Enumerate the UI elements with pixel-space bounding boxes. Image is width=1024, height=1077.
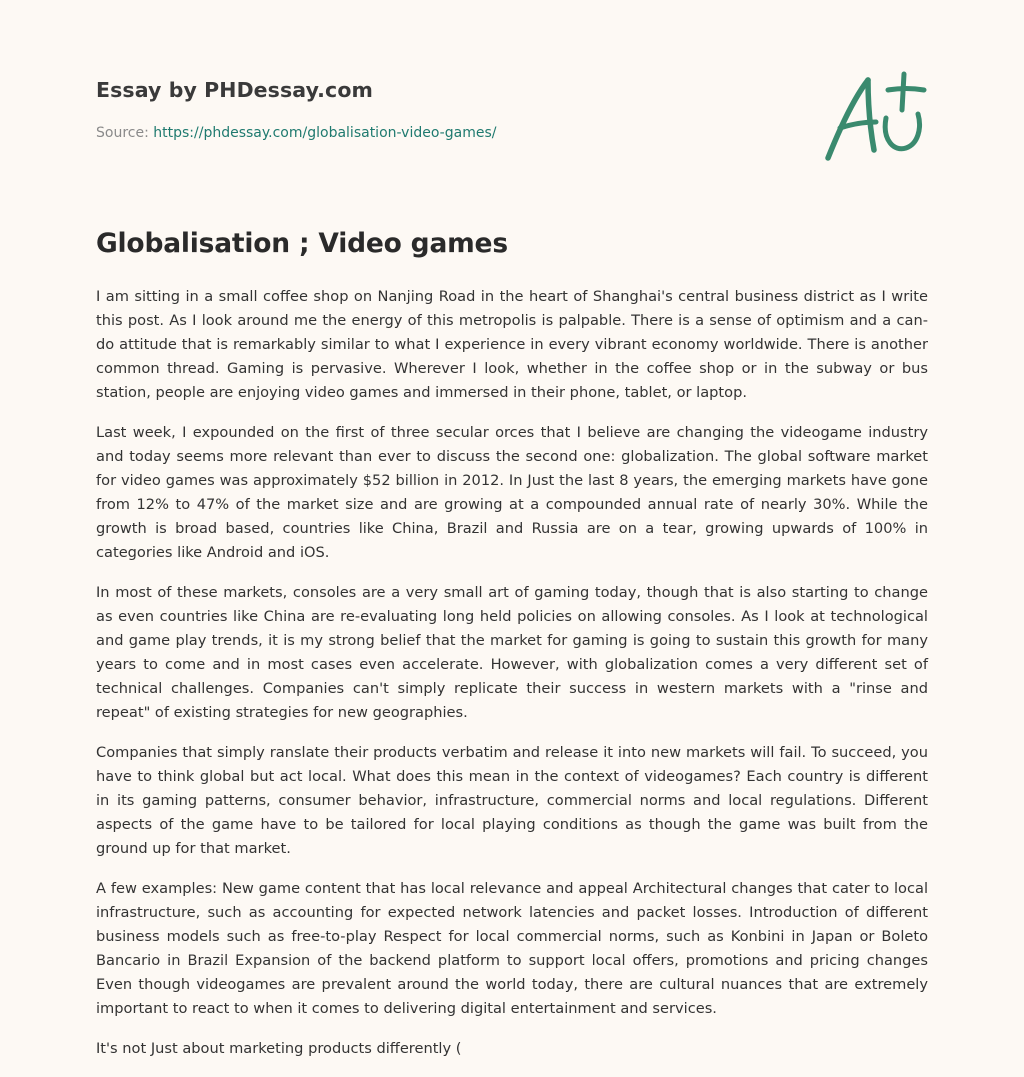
paragraph: A few examples: New game content that has local relevance and appeal Architectural changes that cater to local infrastructure, such as accounting for expected network latencies and packet losses. Introduction of different business models such as free-to-play Respect for local commercial norms, such as Konbini in Japan or Boleto Bancario in Brazil Expansion of the backend platform to support local offers, promotions and pricing changes Even though videogames are prevalent around the world today, there are cultural nuances that are extremely important to react to when it comes to delivering digital entertainment and services. bbox=[96, 880, 928, 1017]
paragraph: Last week, I expounded on the first of three secular orces that I believe are changing the videogame industry and today seems more relevant than ever to discuss the second one: globalization. The global software market for video games was approximately $52 billion in 2012. In Just the last 8 years, the emerging markets have gone from 12% to 47% of the market size and are growing at a compounded annual rate of nearly 30%. While the growth is broad based, countries like China, Brazil and Russia are on a tear, growing upwards of 100% in categories like Android and iOS. bbox=[96, 424, 928, 561]
brand-title: Essay by PHDessay.com bbox=[96, 78, 373, 102]
source-link[interactable]: https://phdessay.com/globalisation-video-games/ bbox=[153, 125, 497, 141]
a-plus-logo-icon bbox=[818, 66, 930, 168]
paragraph: It's not Just about marketing products differently ( bbox=[96, 1040, 462, 1057]
essay-header bbox=[96, 76, 736, 143]
paragraph: I am sitting in a small coffee shop on Nanjing Road in the heart of Shanghai's central business district as I write this post. As I look around me the energy of this metropolis is palpable. There is a sense of optimism and a can-do attitude that is remarkably similar to what I experience in every vibrant economy worldwide. There is another common thread. Gaming is pervasive. Wherever I look, whether in the coffee shop or in the subway or bus station, people are enjoying video games and immersed in their phone, tablet, or laptop. bbox=[96, 288, 928, 401]
paragraph: In most of these markets, consoles are a very small art of gaming today, though that is also starting to change as even countries like China are re-evaluating long held policies on allowing consoles. As I look at technological and game play trends, it is my strong belief that the market for gaming is going to sustain this growth for many years to come and in most cases even accelerate. However, with globalization comes a very different set of technical challenges. Companies can't simply replicate their success in western markets with a "rinse and repeat" of existing strategies for new geographies. bbox=[96, 584, 928, 721]
source-label: Source: bbox=[96, 125, 154, 141]
source-line bbox=[96, 123, 736, 143]
article-body bbox=[96, 285, 928, 1077]
paragraph: Companies that simply ranslate their products verbatim and release it into new markets will fail. To succeed, you have to think global but act local. What does this mean in the context of videogames? Each country is different in its gaming patterns, consumer behavior, infrastructure, commercial norms and local regulations. Different aspects of the game have to be tailored for local playing conditions as though the game was built from the ground up for that market. bbox=[96, 744, 928, 857]
article-title: Globalisation ; Video games bbox=[96, 228, 508, 259]
